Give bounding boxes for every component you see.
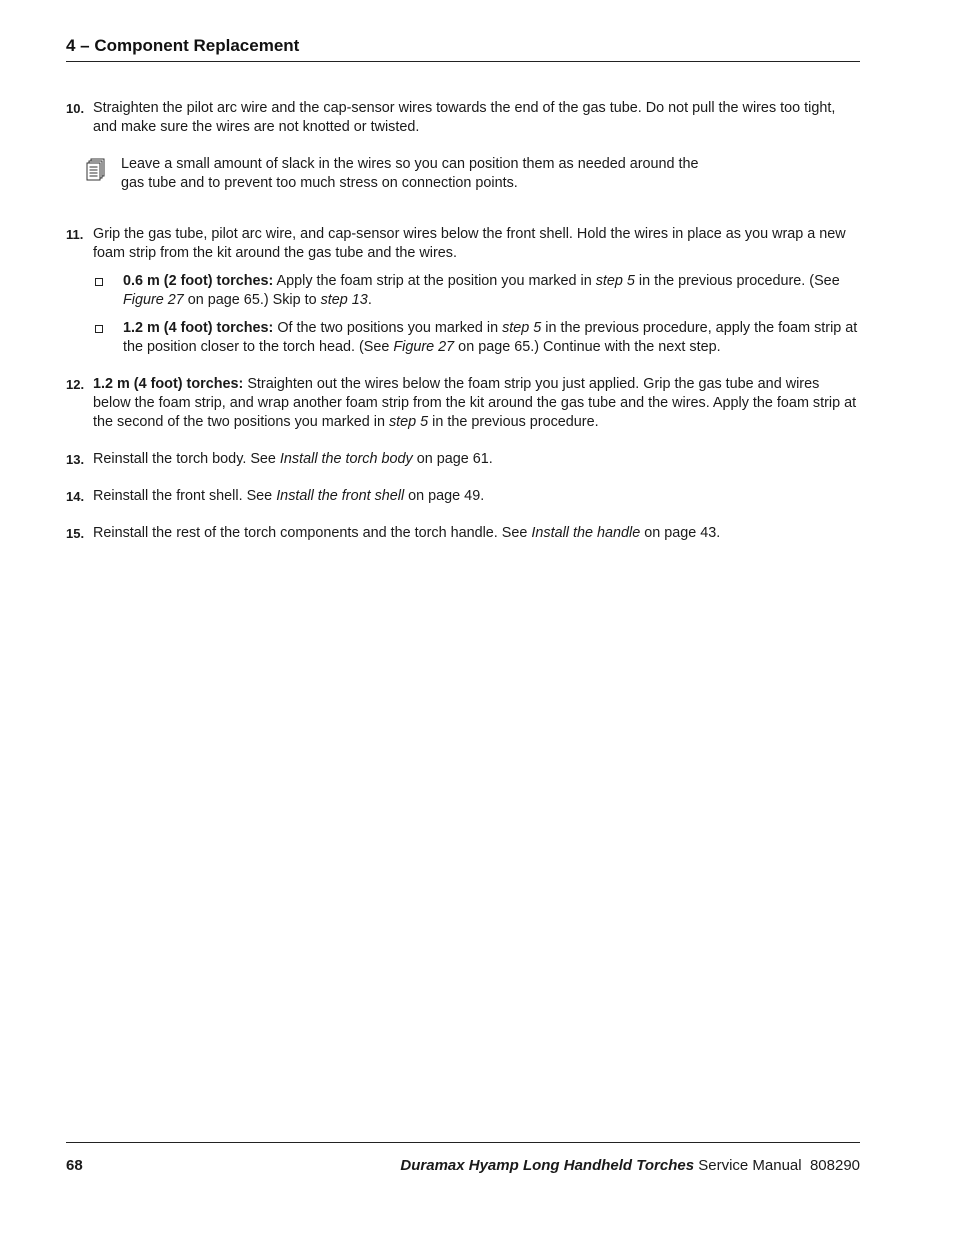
item-label: 1.2 m (4 foot) torches:: [123, 320, 274, 336]
step-11: [66, 225, 860, 357]
item-text: .: [367, 292, 372, 308]
step-reference: step 5: [595, 273, 635, 289]
step-reference: step 13: [320, 292, 368, 308]
checkbox-bullet-icon: [95, 325, 103, 333]
section-reference: Install the front shell: [276, 488, 405, 504]
step-number: 11.: [66, 227, 84, 242]
step-number: 10.: [66, 101, 85, 116]
step-number: 13.: [66, 452, 85, 467]
document-title: [400, 1157, 860, 1174]
step-text: on page 61.: [412, 451, 493, 467]
step-text: Straighten out the wires below the foam strip you just applied. Grip the gas tube and wires below the foam strip, and wrap another foam strip from the kit around the gas tube and the wires. Apply the foam strip at the second of the two positions you marked in: [93, 376, 857, 430]
item-text: Of the two positions you marked in: [273, 320, 503, 336]
item-text: Apply the foam strip at the position you marked in: [273, 273, 596, 289]
checkbox-bullet-icon: [95, 278, 103, 286]
step-13: [66, 450, 860, 469]
item-text: in the previous procedure, apply the foam strip at the position closer to the torch head. (See: [123, 320, 858, 355]
page-content: [66, 99, 860, 543]
step-reference: step 5: [502, 320, 542, 336]
page-header: [66, 36, 860, 62]
item-text: on page 65.) Continue with the next step.: [454, 339, 721, 355]
item-label: 0.6 m (2 foot) torches:: [123, 273, 274, 289]
step-number: 15.: [66, 526, 85, 541]
section-title: 4 – Component Replacement: [66, 36, 300, 55]
list-item: [93, 319, 860, 357]
step-text: in the previous procedure.: [428, 414, 599, 430]
page-footer: [66, 1142, 860, 1174]
step-label: 1.2 m (4 foot) torches:: [93, 376, 244, 392]
step-text: on page 43.: [640, 525, 721, 541]
section-reference: Install the torch body: [279, 451, 413, 467]
figure-reference: Figure 27: [393, 339, 455, 355]
step-text: Straighten the pilot arc wire and the cap-sensor wires towards the end of the gas tube. Do not pull the wires too tight, and make sure the wires are not knotted or twisted.: [93, 100, 836, 135]
page-number: 68: [66, 1157, 83, 1174]
figure-reference: Figure 27: [123, 292, 184, 308]
note-text: Leave a small amount of slack in the wires so you can position them as needed around the gas tube and to prevent too much stress on connection points.: [121, 156, 699, 191]
step-number: 14.: [66, 489, 85, 504]
step-text: Reinstall the front shell. See: [93, 488, 277, 504]
step-15: [66, 524, 860, 543]
step-text: Reinstall the rest of the torch components and the torch handle. See: [93, 525, 532, 541]
item-text: on page 65.) Skip to: [183, 292, 321, 308]
section-reference: Install the handle: [531, 525, 641, 541]
step-12: [66, 375, 860, 432]
step-text: Reinstall the torch body. See: [93, 451, 280, 467]
step-reference: step 5: [388, 414, 429, 430]
step-number: 12.: [66, 377, 85, 392]
note-callout: [86, 155, 860, 193]
step-10: [66, 99, 860, 137]
step-text: Grip the gas tube, pilot arc wire, and cap-sensor wires below the front shell. Hold the wires in place as you wrap a new foam strip from the kit around the gas tube and the wires.: [93, 226, 846, 261]
step-14: [66, 487, 860, 506]
note-icon: [86, 155, 121, 193]
list-item: [93, 272, 860, 310]
manual-number: Service Manual 808290: [694, 1157, 860, 1174]
product-name: Duramax Hyamp Long Handheld Torches: [400, 1157, 695, 1174]
step-text: on page 49.: [404, 488, 485, 504]
item-text: in the previous procedure. (See: [634, 273, 840, 289]
